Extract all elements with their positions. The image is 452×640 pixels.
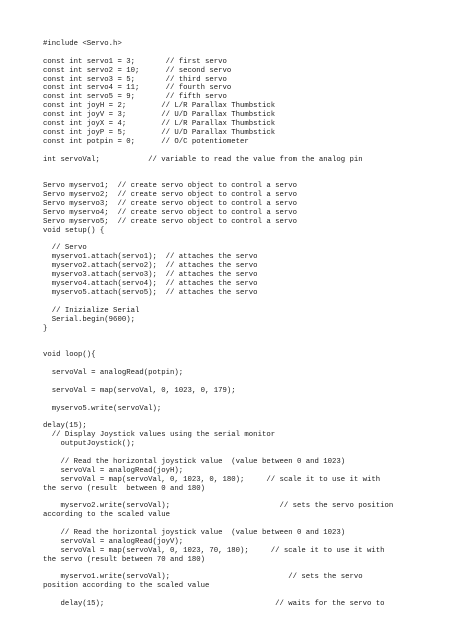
code-line: myservo3.attach(servo3); // attaches the servo <box>43 271 258 280</box>
code-line: const int joyH = 2; // L/R Parallax Thumbstick <box>43 102 276 111</box>
code-line: servoVal = map(servoVal, 0, 1023, 70, 180); // scale it to use it with <box>43 546 385 555</box>
code-line <box>43 298 393 307</box>
code-line <box>43 164 393 173</box>
code-line: servoVal = analogRead(joyH); <box>43 466 184 475</box>
code-line: const int potpin = 0; // O/C potentiometer <box>43 137 249 146</box>
code-line: Servo myservo1; // create servo object to control a servo <box>43 182 297 191</box>
code-line: the servo (result between 70 and 180) <box>43 555 206 564</box>
code-line <box>43 147 393 156</box>
code-listing <box>43 40 393 609</box>
code-line: myservo4.attach(servo4); // attaches the servo <box>43 280 258 289</box>
code-line <box>43 565 393 574</box>
code-line: const int servo3 = 5; // third servo <box>43 75 227 84</box>
code-line <box>43 333 393 342</box>
code-line: myservo1.attach(servo1); // attaches the servo <box>43 253 258 262</box>
code-line: const int joyP = 5; // U/D Parallax Thumbstick <box>43 128 276 137</box>
code-line: myservo2.write(servoVal); // sets the servo position <box>43 502 394 511</box>
code-line: delay(15); <box>43 422 87 431</box>
code-line: position according to the scaled value <box>43 582 210 591</box>
code-line <box>43 342 393 351</box>
code-line <box>43 49 393 58</box>
code-line: const int servo5 = 9; // fifth servo <box>43 93 227 102</box>
code-line: myservo1.write(servoVal); // sets the servo <box>43 573 363 582</box>
code-line <box>43 236 393 245</box>
code-line <box>43 173 393 182</box>
code-line: servoVal = analogRead(joyV); <box>43 537 184 546</box>
code-line: void loop(){ <box>43 351 96 360</box>
code-line: // Display Joystick values using the serial monitor <box>43 431 276 440</box>
code-line: servoVal = analogRead(potpin); <box>43 368 184 377</box>
code-line: void setup() { <box>43 226 105 235</box>
code-line <box>43 520 393 529</box>
code-line: int servoVal; // variable to read the value from the analog pin <box>43 155 363 164</box>
code-line: } <box>43 324 48 333</box>
code-line <box>43 493 393 502</box>
code-line: servoVal = map(servoVal, 0, 1023, 0, 180); // scale it to use it with <box>43 475 381 484</box>
code-line <box>43 378 393 387</box>
code-line: myservo2.attach(servo2); // attaches the servo <box>43 262 258 271</box>
code-line: const int joyV = 3; // U/D Parallax Thumbstick <box>43 111 276 120</box>
code-line: outputJoystick(); <box>43 440 135 449</box>
code-line: myservo5.attach(servo5); // attaches the servo <box>43 288 258 297</box>
code-line <box>43 413 393 422</box>
code-line: // Inizialize Serial <box>43 306 140 315</box>
code-line: // Read the horizontal joystick value (value between 0 and 1023) <box>43 457 346 466</box>
code-line: servoVal = map(servoVal, 0, 1023, 0, 179); <box>43 386 236 395</box>
code-line: Serial.begin(9600); <box>43 315 135 324</box>
code-line <box>43 396 393 405</box>
code-line: const int joyX = 4; // L/R Parallax Thumbstick <box>43 120 276 129</box>
code-line: const int servo1 = 3; // first servo <box>43 57 227 66</box>
code-line: Servo myservo4; // create servo object to control a servo <box>43 208 297 217</box>
code-line: #include <Servo.h> <box>43 40 122 48</box>
code-line: const int servo2 = 10; // second servo <box>43 66 232 75</box>
code-line <box>43 360 393 369</box>
code-line <box>43 449 393 458</box>
code-line: Servo myservo2; // create servo object to control a servo <box>43 191 297 200</box>
code-line: the servo (result between 0 and 180) <box>43 484 206 493</box>
code-line: Servo myservo3; // create servo object to control a servo <box>43 200 297 209</box>
code-line: // Read the horizontal joystick value (value between 0 and 1023) <box>43 528 346 537</box>
code-line: const int servo4 = 11; // fourth servo <box>43 84 232 93</box>
code-line: myservo5.write(servoVal); <box>43 404 162 413</box>
code-line: Servo myservo5; // create servo object to control a servo <box>43 217 297 226</box>
code-line: according to the scaled value <box>43 511 170 520</box>
code-line: delay(15); // waits for the servo to <box>43 600 385 609</box>
code-line <box>43 591 393 600</box>
code-line: // Servo <box>43 244 87 253</box>
